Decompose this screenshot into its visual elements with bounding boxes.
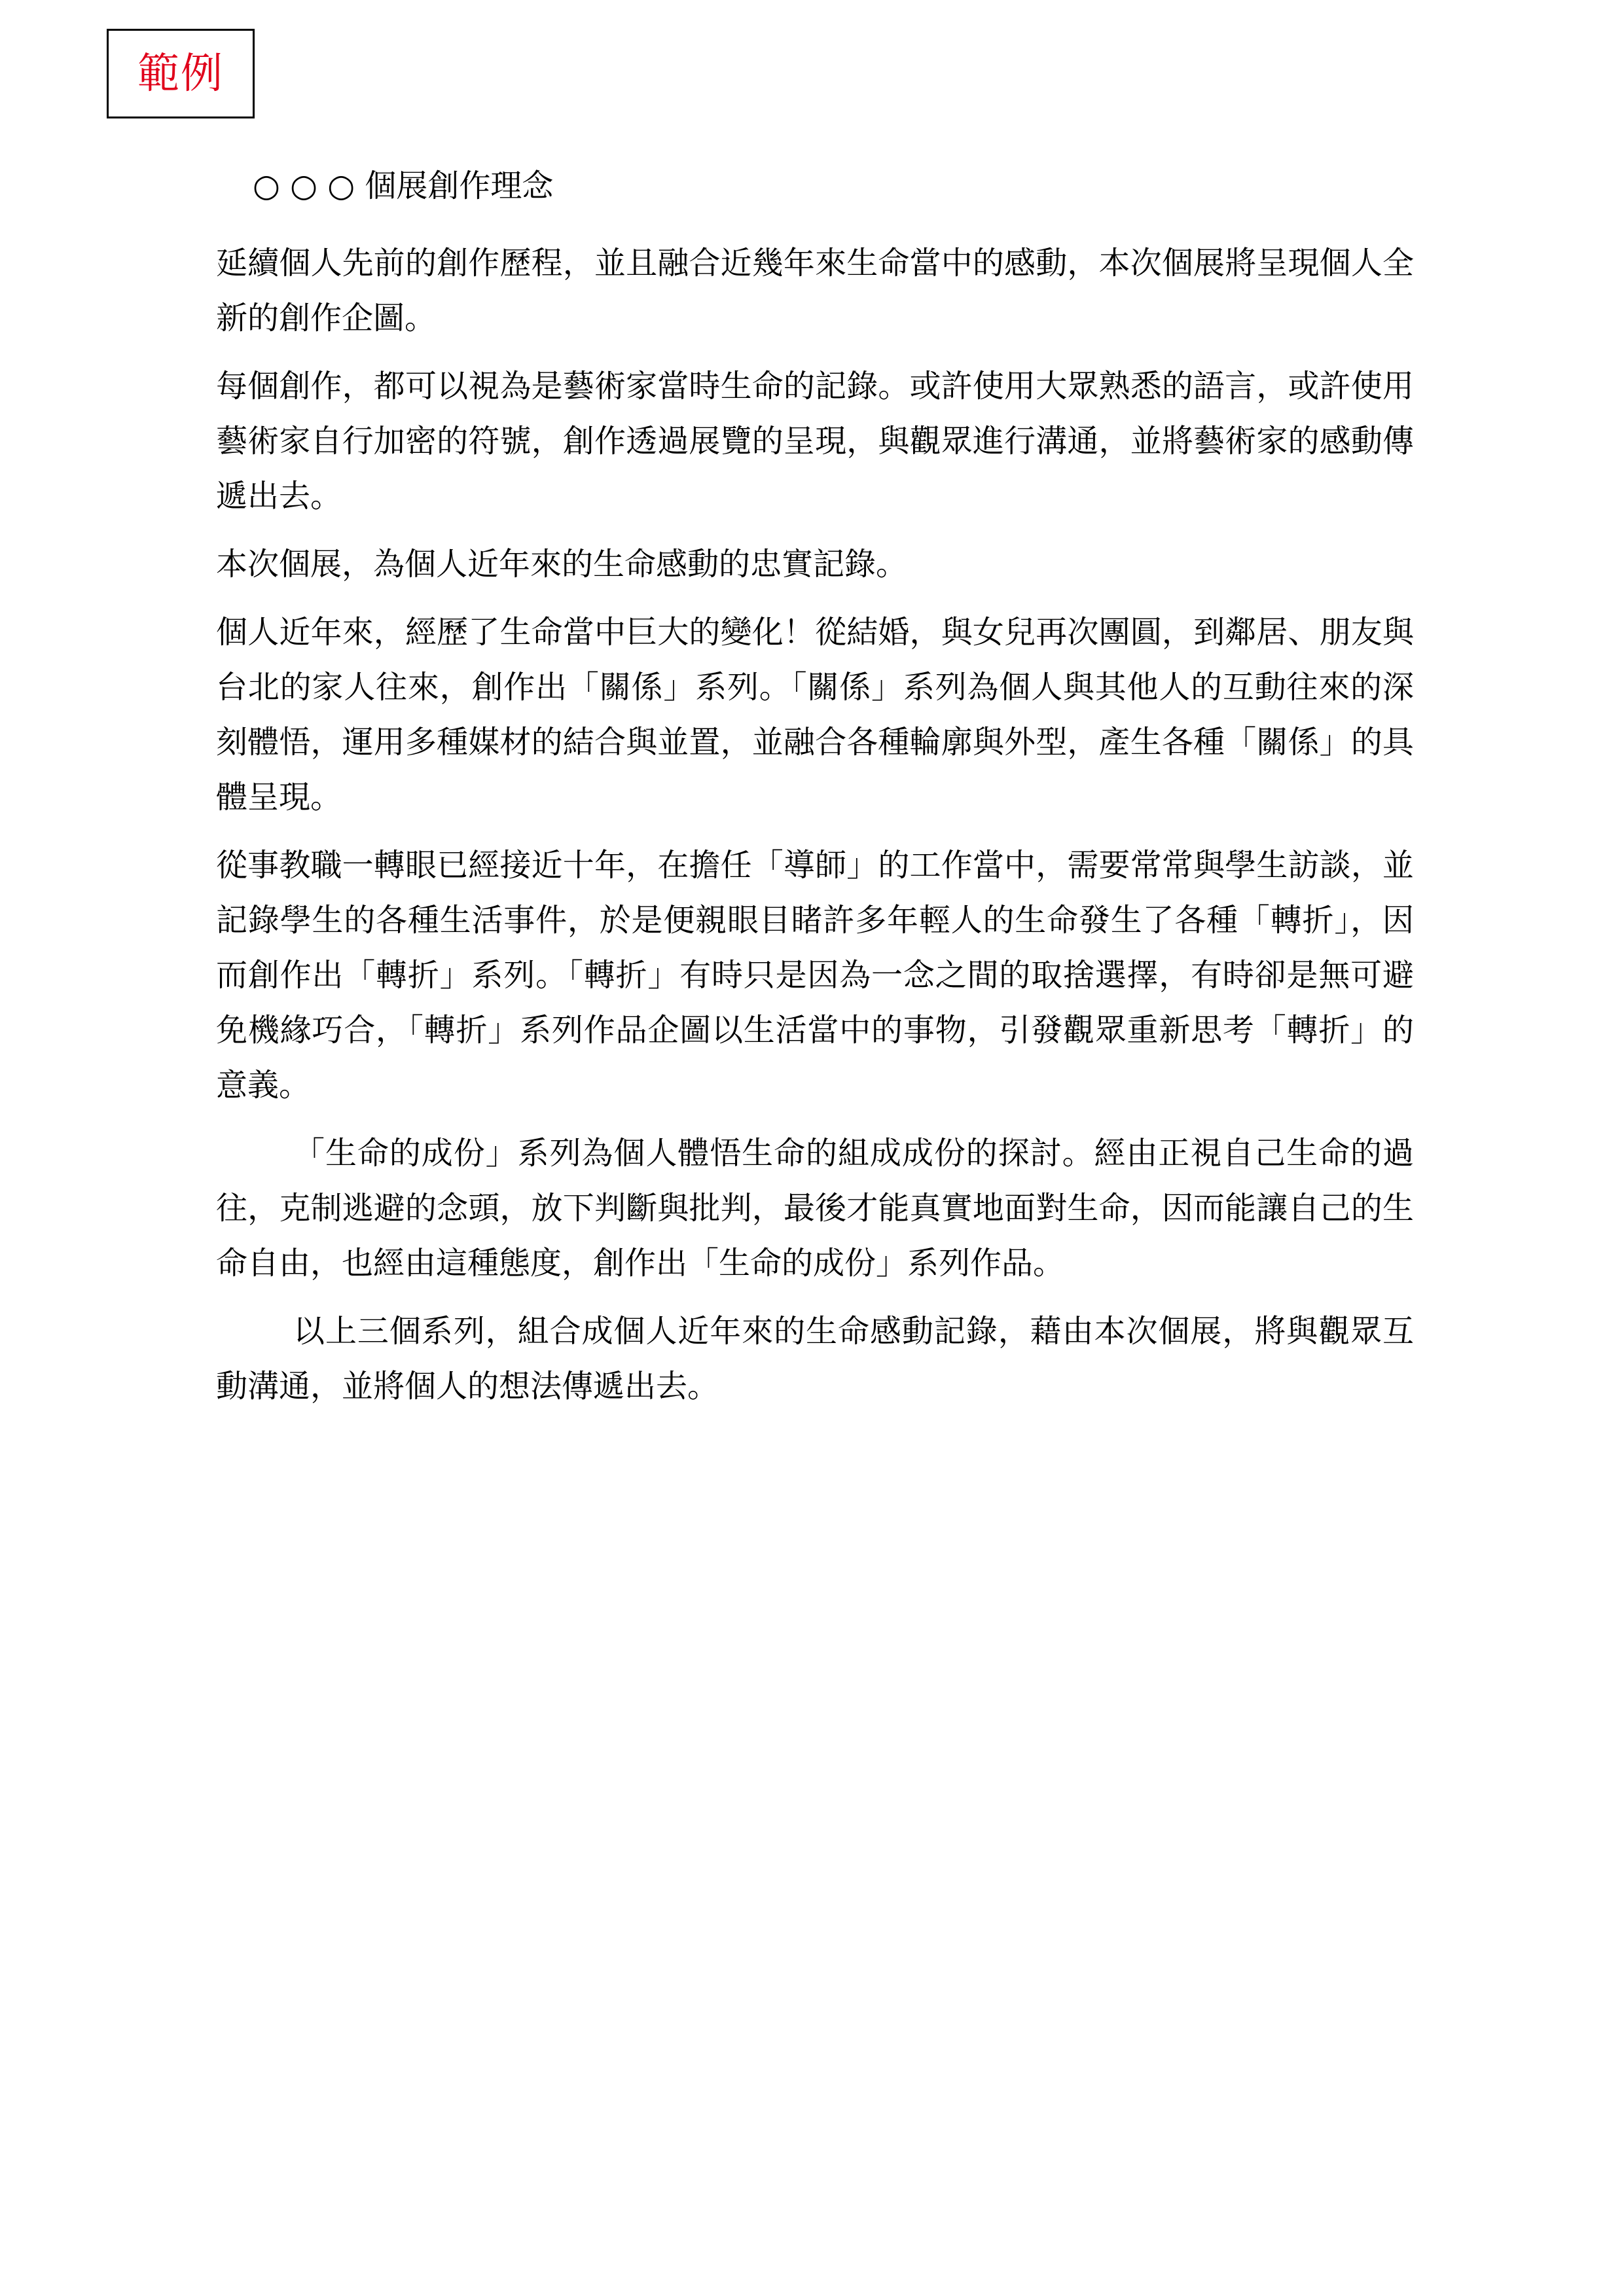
paragraph-intro: 延續個人先前的創作歷程，並且融合近幾年來生命當中的感動，本次個展將呈現個人全新的創作企圖。	[216, 245, 1414, 336]
document-title: ○ ○ ○ 個展創作理念	[253, 168, 554, 204]
paragraph-relationship-series: 個人近年來，經歷了生命當中巨大的變化！從結婚，與女兒再次團圓，到鄰居、朋友與台北的家人往來，創作出「關係」系列。「關係」系列為個人與其他人的互動往來的深刻體悟，運用多種媒材的結合與並置，並融合各種輪廓與外型，產生各種「關係」的具體呈現。	[216, 614, 1414, 816]
sample-badge	[107, 29, 255, 118]
paragraph-exhibition-summary: 本次個展，為個人近年來的生命感動的忠實記錄。	[216, 546, 908, 583]
paragraph-conclusion: 以上三個系列，組合成個人近年來的生命感動記錄，藉由本次個展，將與觀眾互動溝通，並將個人的想法傳遞出去。	[216, 1313, 1414, 1405]
paragraph-creation-record: 每個創作，都可以視為是藝術家當時生命的記錄。或許使用大眾熟悉的語言，或許使用藝術家自行加密的符號，創作透過展覽的呈現，與觀眾進行溝通，並將藝術家的感動傳遞出去。	[216, 368, 1414, 514]
paragraph-life-components-series: 「生命的成份」系列為個人體悟生命的組成成份的探討。經由正視自己生命的過往，克制逃避的念頭，放下判斷與批判，最後才能真實地面對生命，因而能讓自己的生命自由，也經由這種態度，創作出「生命的成份」系列作品。	[216, 1135, 1414, 1282]
paragraph-turning-series: 從事教職一轉眼已經接近十年，在擔任「導師」的工作當中，需要常常與學生訪談，並記錄學生的各種生活事件，於是便親眼目睹許多年輕人的生命發生了各種「轉折」，因而創作出「轉折」系列。「轉折」有時只是因為一念之間的取捨選擇，有時卻是無可避免機緣巧合，「轉折」系列作品企圖以生活當中的事物，引發觀眾重新思考「轉折」的意義。	[216, 847, 1414, 1103]
document-body	[216, 162, 1414, 1427]
sample-label: 範例	[137, 49, 224, 98]
